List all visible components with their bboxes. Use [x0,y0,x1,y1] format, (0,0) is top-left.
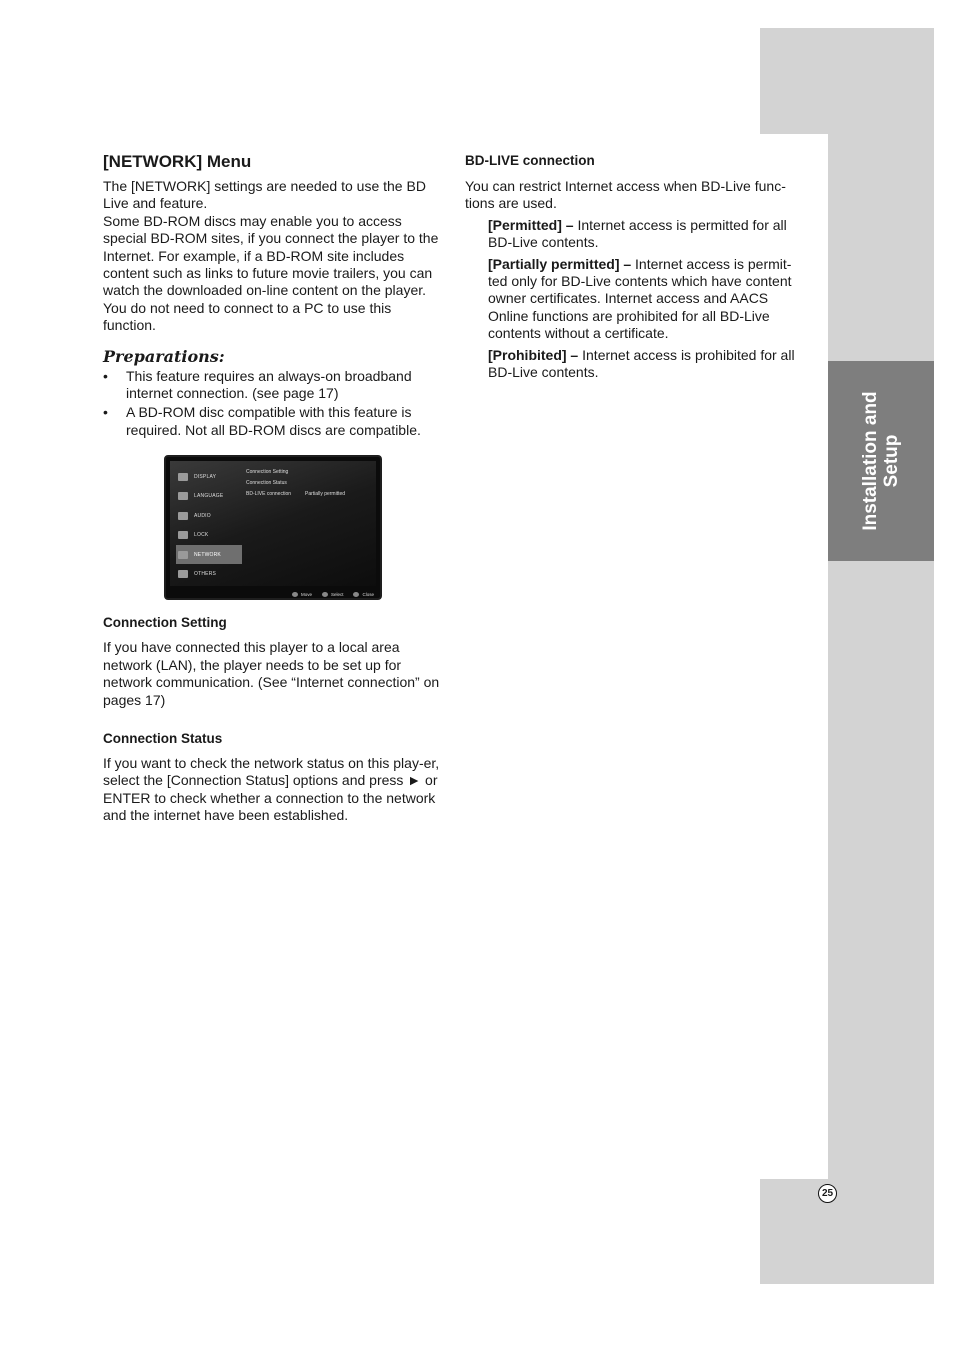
menu-options [246,467,372,500]
intro-paragraph-3: You do not need to connect to a PC to use this function. [103,299,392,334]
lock-icon [178,531,188,539]
language-icon [178,492,188,500]
list-item [103,368,445,403]
intro-paragraph-2: Some BD-ROM discs may enable you to access special BD-ROM sites, if you connect the player to the Internet. For example, if a BD-ROM site includes content such as links to future movie trailers, you can watch the downloaded on-line content on the player. [103,212,439,299]
menu-option-bdlive [246,489,372,500]
others-icon [178,570,188,578]
section-title: [NETWORK] Menu [103,152,252,171]
footer-move: Move [292,592,312,597]
option-prohibited [488,347,810,382]
footer-select: Select [322,592,344,597]
section-tab [828,361,934,561]
option-label: [Prohibited] – [488,346,579,363]
page-number: 25 [818,1184,837,1203]
menu-item-others [176,564,242,583]
menu-item-label: NETWORK [194,551,221,558]
connection-status-title: Connection Status [103,730,223,746]
menu-item-label: OTHERS [194,570,217,577]
menu-categories [176,467,242,583]
menu-item-label: LANGUAGE [194,493,224,500]
menu-option-connection-setting: Connection Setting [246,469,289,476]
menu-item-audio [176,506,242,525]
bdlive-intro: You can restrict Internet access when BD-Live func-tions are used. [465,178,786,212]
section-tab-label [860,391,902,530]
menu-background [170,461,376,586]
left-column [103,152,445,825]
menu-item-label: LOCK [194,532,209,539]
menu-item-display [176,467,242,486]
list-item-text: This feature requires an always-on broadband internet connection. (see page 17) [126,367,412,402]
connection-setting-text: If you have connected this player to a local area network (LAN), the player needs to be set up for network communication. (See “Internet connection” on pages 17) [103,639,440,708]
option-label: [Partially permitted] – [488,255,632,272]
option-partially-permitted [488,256,810,343]
menu-item-label: DISPLAY [194,473,217,480]
audio-icon [178,512,188,520]
network-icon [178,551,188,559]
display-icon [178,473,188,481]
list-item-text: A BD-ROM disc compatible with this feature is required. Not all BD-ROM discs are compatible. [126,404,421,438]
menu-footer [292,592,374,597]
list-item [103,404,445,439]
preparations-title: Preparations: [103,346,225,366]
menu-option-value: Partially permitted [305,491,346,498]
bdlive-title: BD-LIVE connection [465,153,595,168]
intro-paragraph-1: The [NETWORK] settings are needed to use the BD Live and feature. [103,178,426,212]
connection-setting-title: Connection Setting [103,615,227,631]
menu-item-network [176,545,242,564]
margin-bar-top [760,28,934,134]
connection-status-text: If you want to check the network status on this play-er, select the [Connection Status] options and press ► or ENTER to check whether a connection to the network and the internet have been established. [103,754,440,824]
section-tab-line-1: Installation and [860,391,881,531]
right-column [465,153,810,385]
bullet-dot: • [103,367,108,384]
margin-bar [828,134,934,1180]
option-label: [Permitted] – [488,216,574,233]
option-permitted [488,217,810,252]
bullet-dot: • [103,404,108,421]
section-tab-line-2: Setup [881,434,902,488]
menu-option-connection-status: Connection Status [246,480,287,487]
menu-option-label: BD-LIVE connection [246,491,292,498]
menu-item-label: AUDIO [194,512,211,519]
menu-item-language [176,487,242,506]
preparations-list [103,368,445,440]
option-text: Internet access is permitted for all BD-Live contents. [488,216,787,251]
option-text: Internet access is permit-ted only for BD-Live contents which have content owner certificates. Internet access and AACS Online functions are prohibited for all BD-Live contents without a certificate. [488,255,792,342]
network-menu-screenshot [164,455,382,600]
option-text: Internet access is prohibited for all BD-Live contents. [488,346,795,381]
margin-bar-bottom [760,1179,934,1284]
footer-close: Close [353,592,374,597]
menu-item-lock [176,525,242,544]
